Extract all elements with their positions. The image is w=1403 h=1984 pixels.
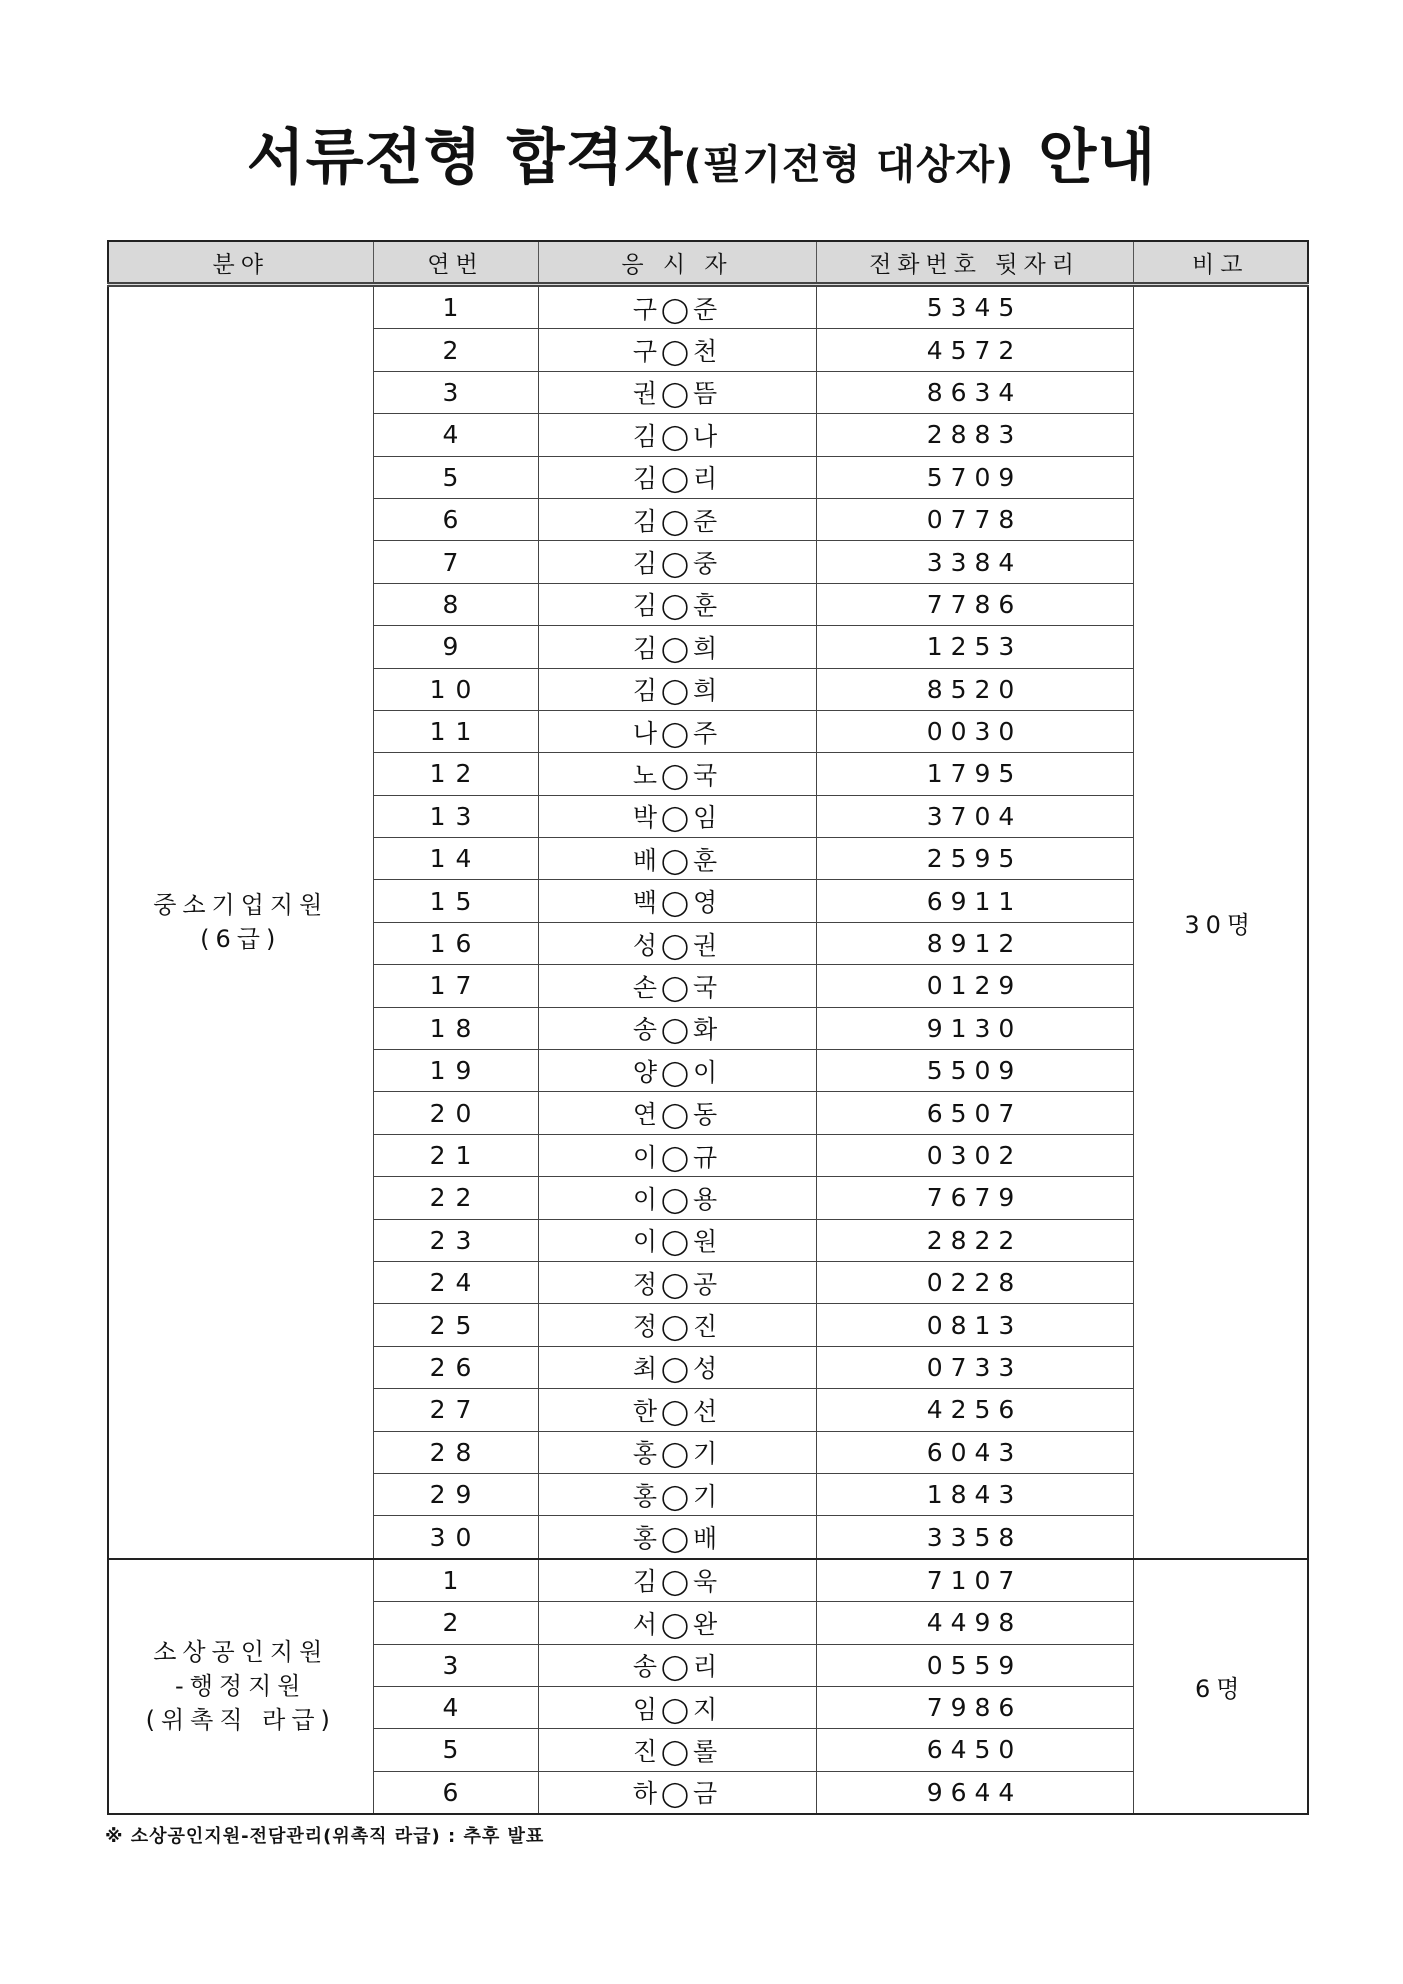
applicant-cell: 구◯천: [538, 329, 816, 371]
field-line: (6급): [200, 925, 282, 954]
applicant-cell: 김◯나: [538, 414, 816, 456]
applicant-cell: 서◯완: [538, 1602, 816, 1644]
applicant-cell: 박◯임: [538, 795, 816, 837]
number-cell: 15: [373, 880, 538, 922]
page-title: [0, 110, 1403, 196]
number-cell: 6: [373, 498, 538, 540]
table-header-row: [108, 241, 1308, 285]
applicant-cell: 백◯영: [538, 880, 816, 922]
applicant-cell: 하◯금: [538, 1771, 816, 1814]
number-cell: 19: [373, 1050, 538, 1092]
number-cell: 25: [373, 1304, 538, 1346]
phone-cell: 7679: [816, 1177, 1133, 1219]
phone-cell: 8912: [816, 922, 1133, 964]
number-cell: 2: [373, 1602, 538, 1644]
number-cell: 23: [373, 1219, 538, 1261]
phone-cell: 5345: [816, 285, 1133, 329]
phone-cell: 0228: [816, 1261, 1133, 1303]
phone-cell: 6043: [816, 1431, 1133, 1473]
phone-cell: 6450: [816, 1729, 1133, 1771]
title-part3: 안내: [1038, 123, 1157, 193]
number-cell: 4: [373, 1686, 538, 1728]
number-cell: 13: [373, 795, 538, 837]
phone-cell: 0778: [816, 498, 1133, 540]
title-part1: 서류전형: [246, 123, 483, 193]
number-cell: 27: [373, 1389, 538, 1431]
applicant-cell: 홍◯기: [538, 1431, 816, 1473]
phone-cell: 7986: [816, 1686, 1133, 1728]
table-body: [108, 285, 1308, 1815]
number-cell: 11: [373, 710, 538, 752]
phone-cell: 6911: [816, 880, 1133, 922]
phone-cell: 1795: [816, 753, 1133, 795]
phone-cell: 9644: [816, 1771, 1133, 1814]
applicant-cell: 양◯이: [538, 1050, 816, 1092]
number-cell: 5: [373, 456, 538, 498]
number-cell: 26: [373, 1346, 538, 1388]
phone-cell: 1843: [816, 1473, 1133, 1515]
applicant-cell: 권◯뜸: [538, 371, 816, 413]
number-cell: 10: [373, 668, 538, 710]
number-cell: 7: [373, 541, 538, 583]
applicant-cell: 김◯희: [538, 626, 816, 668]
note-cell: 30명: [1133, 285, 1308, 1559]
applicant-cell: 나◯주: [538, 710, 816, 752]
applicant-cell: 이◯규: [538, 1134, 816, 1176]
applicant-cell: 정◯공: [538, 1261, 816, 1303]
number-cell: 1: [373, 285, 538, 329]
applicant-cell: 최◯성: [538, 1346, 816, 1388]
phone-cell: 1253: [816, 626, 1133, 668]
header-field: 분야: [108, 241, 373, 285]
number-cell: 22: [373, 1177, 538, 1219]
applicant-cell: 한◯선: [538, 1389, 816, 1431]
phone-cell: 5509: [816, 1050, 1133, 1092]
applicant-cell: 임◯지: [538, 1686, 816, 1728]
number-cell: 29: [373, 1473, 538, 1515]
phone-cell: 6507: [816, 1092, 1133, 1134]
phone-cell: 4256: [816, 1389, 1133, 1431]
field-line: (위촉직 라급): [145, 1706, 336, 1735]
title-paren: (필기전형 대상자): [683, 142, 1015, 188]
applicant-cell: 김◯희: [538, 668, 816, 710]
phone-cell: 9130: [816, 1007, 1133, 1049]
number-cell: 21: [373, 1134, 538, 1176]
phone-cell: 7107: [816, 1559, 1133, 1602]
phone-cell: 3704: [816, 795, 1133, 837]
applicant-cell: 김◯훈: [538, 583, 816, 625]
applicant-cell: 홍◯배: [538, 1516, 816, 1559]
phone-cell: 4572: [816, 329, 1133, 371]
number-cell: 30: [373, 1516, 538, 1559]
applicant-cell: 송◯화: [538, 1007, 816, 1049]
number-cell: 20: [373, 1092, 538, 1134]
number-cell: 2: [373, 329, 538, 371]
field-cell: [108, 1559, 373, 1814]
applicant-cell: 이◯원: [538, 1219, 816, 1261]
phone-cell: 5709: [816, 456, 1133, 498]
phone-cell: 4498: [816, 1602, 1133, 1644]
phone-cell: 0129: [816, 965, 1133, 1007]
field-line: -행정지원: [175, 1672, 307, 1701]
phone-cell: 0559: [816, 1644, 1133, 1686]
phone-cell: 0302: [816, 1134, 1133, 1176]
number-cell: 8: [373, 583, 538, 625]
applicant-cell: 김◯중: [538, 541, 816, 583]
number-cell: 1: [373, 1559, 538, 1602]
phone-cell: 8520: [816, 668, 1133, 710]
number-cell: 16: [373, 922, 538, 964]
header-number: 연번: [373, 241, 538, 285]
number-cell: 24: [373, 1261, 538, 1303]
phone-cell: 7786: [816, 583, 1133, 625]
phone-cell: 2883: [816, 414, 1133, 456]
number-cell: 14: [373, 838, 538, 880]
note-cell: 6명: [1133, 1559, 1308, 1814]
number-cell: 12: [373, 753, 538, 795]
applicant-cell: 이◯용: [538, 1177, 816, 1219]
footnote: ※ 소상공인지원-전담관리(위촉직 라급) : 추후 발표: [105, 1826, 545, 1847]
phone-cell: 0030: [816, 710, 1133, 752]
phone-cell: 8634: [816, 371, 1133, 413]
applicant-cell: 정◯진: [538, 1304, 816, 1346]
applicant-cell: 배◯훈: [538, 838, 816, 880]
phone-cell: 2595: [816, 838, 1133, 880]
phone-cell: 3384: [816, 541, 1133, 583]
applicant-cell: 송◯리: [538, 1644, 816, 1686]
results-table: [107, 240, 1309, 1815]
applicant-cell: 성◯권: [538, 922, 816, 964]
header-note: 비고: [1133, 241, 1308, 285]
applicant-cell: 노◯국: [538, 753, 816, 795]
number-cell: 3: [373, 1644, 538, 1686]
applicant-cell: 손◯국: [538, 965, 816, 1007]
applicant-cell: 김◯욱: [538, 1559, 816, 1602]
field-line: 중소기업지원: [153, 891, 329, 920]
table-row: [108, 1559, 1308, 1602]
number-cell: 17: [373, 965, 538, 1007]
header-phone: 전화번호 뒷자리: [816, 241, 1133, 285]
number-cell: 4: [373, 414, 538, 456]
field-line: 소상공인지원: [153, 1638, 329, 1667]
field-cell: [108, 285, 373, 1559]
applicant-cell: 홍◯기: [538, 1473, 816, 1515]
number-cell: 6: [373, 1771, 538, 1814]
number-cell: 18: [373, 1007, 538, 1049]
number-cell: 5: [373, 1729, 538, 1771]
phone-cell: 0733: [816, 1346, 1133, 1388]
applicant-cell: 구◯준: [538, 285, 816, 329]
number-cell: 9: [373, 626, 538, 668]
applicant-cell: 진◯롤: [538, 1729, 816, 1771]
phone-cell: 3358: [816, 1516, 1133, 1559]
applicant-cell: 연◯동: [538, 1092, 816, 1134]
header-applicant: 응 시 자: [538, 241, 816, 285]
number-cell: 28: [373, 1431, 538, 1473]
applicant-cell: 김◯준: [538, 498, 816, 540]
title-part2: 합격자: [506, 123, 684, 193]
phone-cell: 0813: [816, 1304, 1133, 1346]
table-row: [108, 285, 1308, 329]
applicant-cell: 김◯리: [538, 456, 816, 498]
phone-cell: 2822: [816, 1219, 1133, 1261]
number-cell: 3: [373, 371, 538, 413]
